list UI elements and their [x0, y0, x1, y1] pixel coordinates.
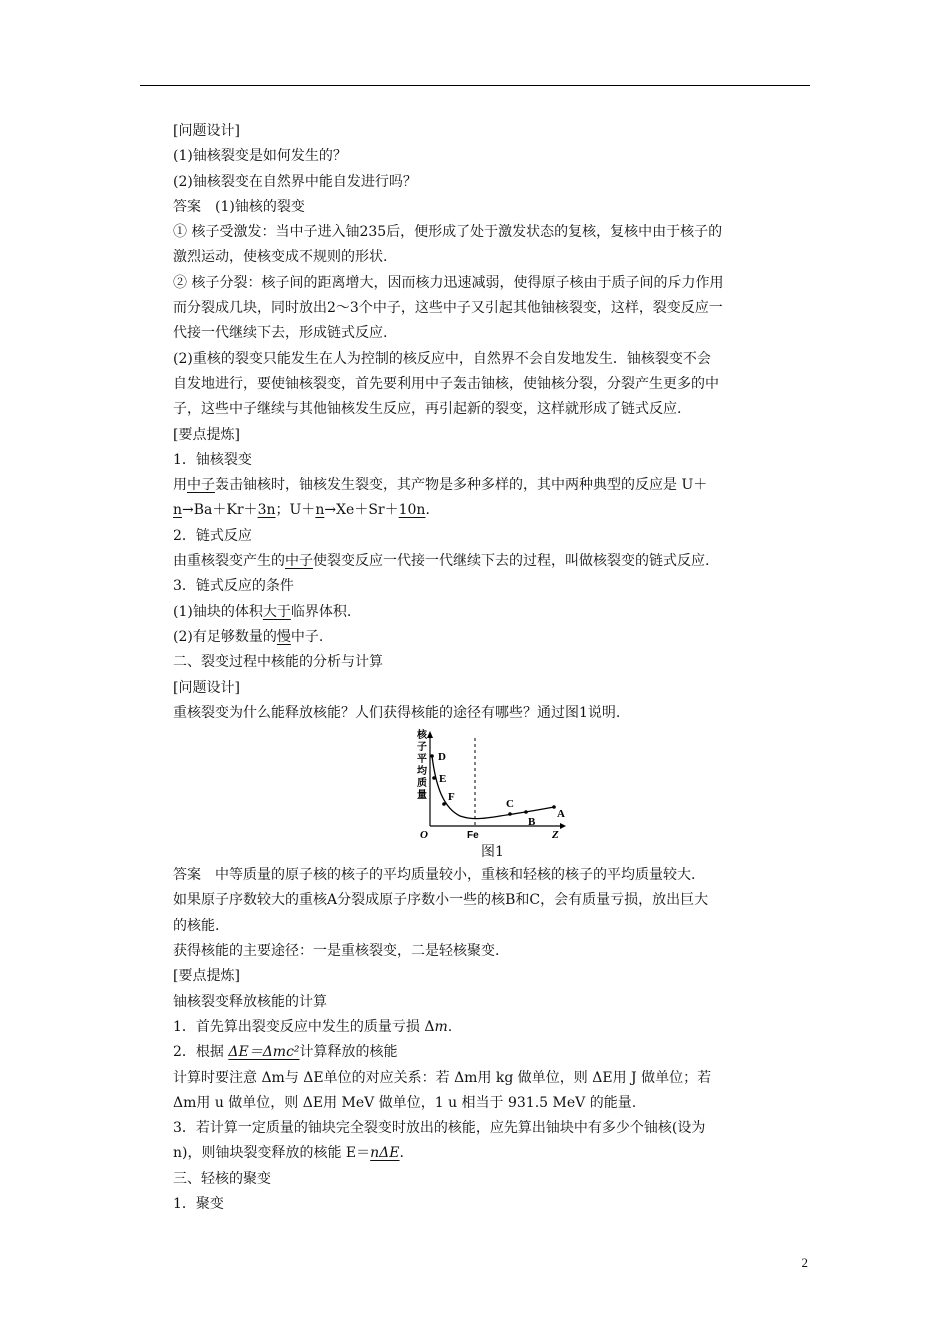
subheading: 3．链式反应的条件 — [173, 578, 294, 595]
point-c-label: C — [506, 798, 514, 811]
fill-in-answer: n — [315, 502, 325, 519]
point-c-dot — [508, 812, 512, 816]
text-run: (1)铀块的体积 — [173, 603, 263, 620]
subheading: 铀核裂变释放核能的计算 — [173, 993, 327, 1010]
paragraph-line: 获得核能的主要途径：一是重核裂变，二是轻核聚变. — [173, 943, 500, 960]
fill-in-answer: 中子 — [187, 477, 215, 494]
answer-heading: 答案 (1)铀核的裂变 — [173, 198, 305, 215]
document-body — [173, 119, 818, 1217]
figure-caption: 图1 — [481, 844, 504, 861]
point-b-label: B — [528, 816, 536, 829]
y-label-char: 质 — [417, 778, 427, 790]
answer-line: 答案 中等质量的原子核的核子的平均质量较小，重核和轻核的核子的平均质量较大. — [173, 867, 696, 884]
y-label-char: 均 — [417, 766, 427, 778]
text-run: . — [425, 502, 430, 519]
paragraph-line: 自发地进行，要使铀核裂变，首先要利用中子轰击铀核，使铀核分裂，分裂产生更多的中 — [173, 375, 719, 392]
paragraph-line — [173, 1015, 818, 1040]
subheading: 2．链式反应 — [173, 527, 252, 544]
paragraph-line — [173, 498, 818, 523]
question-1: (1)铀核裂变是如何发生的？ — [173, 148, 347, 165]
paragraph-line: 3．若计算一定质量的铀块完全裂变时放出的核能，应先算出铀块中有多少个铀核(设为 — [173, 1120, 706, 1137]
paragraph-line: ① 核子受激发：当中子进入铀235后，便形成了处于激发状态的复核，复核中由于核子的 — [173, 224, 723, 241]
text-run: . — [399, 1145, 404, 1162]
fill-in-answer: ΔE＝Δmc² — [228, 1044, 300, 1061]
y-label-char: 子 — [417, 742, 427, 754]
section-label: [问题设计] — [173, 123, 240, 139]
question-2: (2)铀核裂变在自然界中能自发进行吗？ — [173, 173, 417, 190]
paragraph-line — [173, 1040, 818, 1065]
paragraph-line — [173, 549, 818, 574]
fill-in-answer: n — [173, 502, 183, 519]
text-run: 由重核裂变产生的 — [173, 553, 285, 570]
paragraph-line — [173, 600, 818, 625]
fill-in-answer: nΔE — [370, 1145, 400, 1162]
header-rule — [140, 85, 810, 86]
text-run: (2)有足够数量的 — [173, 628, 277, 645]
text-run: n)，则铀块裂变释放的核能 E＝ — [173, 1145, 371, 1162]
paragraph-line: 如果原子序数较大的重核A分裂成原子序数小一些的核B和C，会有质量亏损，放出巨大 — [173, 892, 709, 909]
text-run: . — [447, 1018, 453, 1035]
y-label-char: 量 — [417, 790, 427, 802]
text-run: 使裂变反应一代接一代继续下去的过程，叫做核裂变的链式反应. — [313, 553, 710, 570]
text-run: 计算释放的核能 — [299, 1044, 398, 1061]
point-a-dot — [552, 805, 556, 809]
fill-in-answer: 3n — [257, 502, 276, 519]
text-run: →Ba＋Kr＋ — [182, 502, 258, 519]
paragraph-line: (2)重核的裂变只能发生在人为控制的核反应中，自然界不会自发地发生．铀核裂变不会 — [173, 350, 711, 367]
paragraph-line — [173, 1141, 818, 1166]
paragraph-line: 代接一代继续下去，形成链式反应. — [173, 325, 388, 342]
text-run: 轰击铀核时，铀核发生裂变，其产物是多种多样的，其中两种典型的反应是 U＋ — [215, 477, 708, 494]
paragraph-line — [173, 473, 818, 498]
y-label-char: 平 — [417, 754, 427, 766]
section-label: [问题设计] — [173, 679, 240, 696]
point-b-dot — [524, 810, 528, 814]
origin-label: O — [420, 829, 428, 842]
paragraph-line: 计算时要注意 Δm与 ΔE单位的对应关系：若 Δm用 kg 做单位，则 ΔE用 J 做单位；若 — [173, 1069, 712, 1086]
paragraph-line: 子，这些中子继续与其他铀核发生反应，再引起新的裂变，这样就形成了链式反应. — [173, 401, 682, 418]
text-run: 2．根据 — [173, 1044, 229, 1061]
y-label-char: 核 — [417, 730, 427, 742]
text-run: 用 — [173, 477, 187, 494]
point-f-dot — [442, 802, 446, 806]
text-run: 1．首先算出裂变反应中发生的质量亏损 Δ — [173, 1018, 435, 1035]
paragraph-line: 激烈运动，使核变成不规则的形状. — [173, 249, 388, 266]
point-a-label: A — [557, 808, 565, 821]
page-number: 2 — [801, 1255, 808, 1270]
paragraph-line: 重核裂变为什么能释放核能？人们获得核能的途径有哪些？通过图1说明. — [173, 704, 621, 721]
section-heading: 三、轻核的聚变 — [173, 1170, 271, 1187]
section-heading: 二、裂变过程中核能的分析与计算 — [173, 654, 383, 671]
fill-in-answer: 10n — [398, 502, 426, 519]
text-run: 临界体积. — [290, 603, 352, 620]
text-run: m — [434, 1018, 448, 1035]
fill-in-answer: 慢 — [276, 628, 291, 645]
point-d-dot — [430, 754, 434, 758]
paragraph-line: 而分裂成几块，同时放出2～3个中子，这些中子又引起其他铀核裂变，这样，裂变反应一 — [173, 300, 723, 317]
paragraph-line: 的核能. — [173, 917, 220, 934]
average-mass-curve — [432, 756, 554, 819]
figure-1 — [173, 726, 818, 841]
point-d-label: D — [438, 751, 446, 764]
point-e-label: E — [439, 773, 447, 786]
section-label: [要点提炼] — [173, 426, 240, 443]
paragraph-line — [173, 625, 818, 650]
fill-in-answer: 中子 — [285, 553, 313, 570]
point-f-label: F — [448, 791, 455, 804]
text-run: 中子. — [290, 628, 324, 645]
subheading: 1．聚变 — [173, 1195, 224, 1212]
x-axis-label: Z — [552, 829, 559, 842]
subheading: 1．铀核裂变 — [173, 451, 252, 468]
binding-energy-diagram — [417, 728, 750, 842]
fe-tick-label: Fe — [467, 830, 479, 842]
y-axis-arrow — [427, 731, 433, 738]
paragraph-line: Δm用 u 做单位，则 ΔE用 MeV 做单位，1 u 相当于 931.5 MeV 的能量. — [173, 1094, 637, 1111]
x-axis-arrow — [560, 823, 566, 829]
point-e-dot — [432, 776, 436, 780]
text-run: →Xe＋Sr＋ — [324, 502, 399, 519]
paragraph-line: ② 核子分裂：核子间的距离增大，因而核力迅速减弱，使得原子核由于质子间的斥力作用 — [173, 274, 724, 291]
text-run: ；U＋ — [275, 502, 316, 519]
fill-in-answer: 大于 — [262, 603, 291, 620]
section-label: [要点提炼] — [173, 968, 240, 985]
